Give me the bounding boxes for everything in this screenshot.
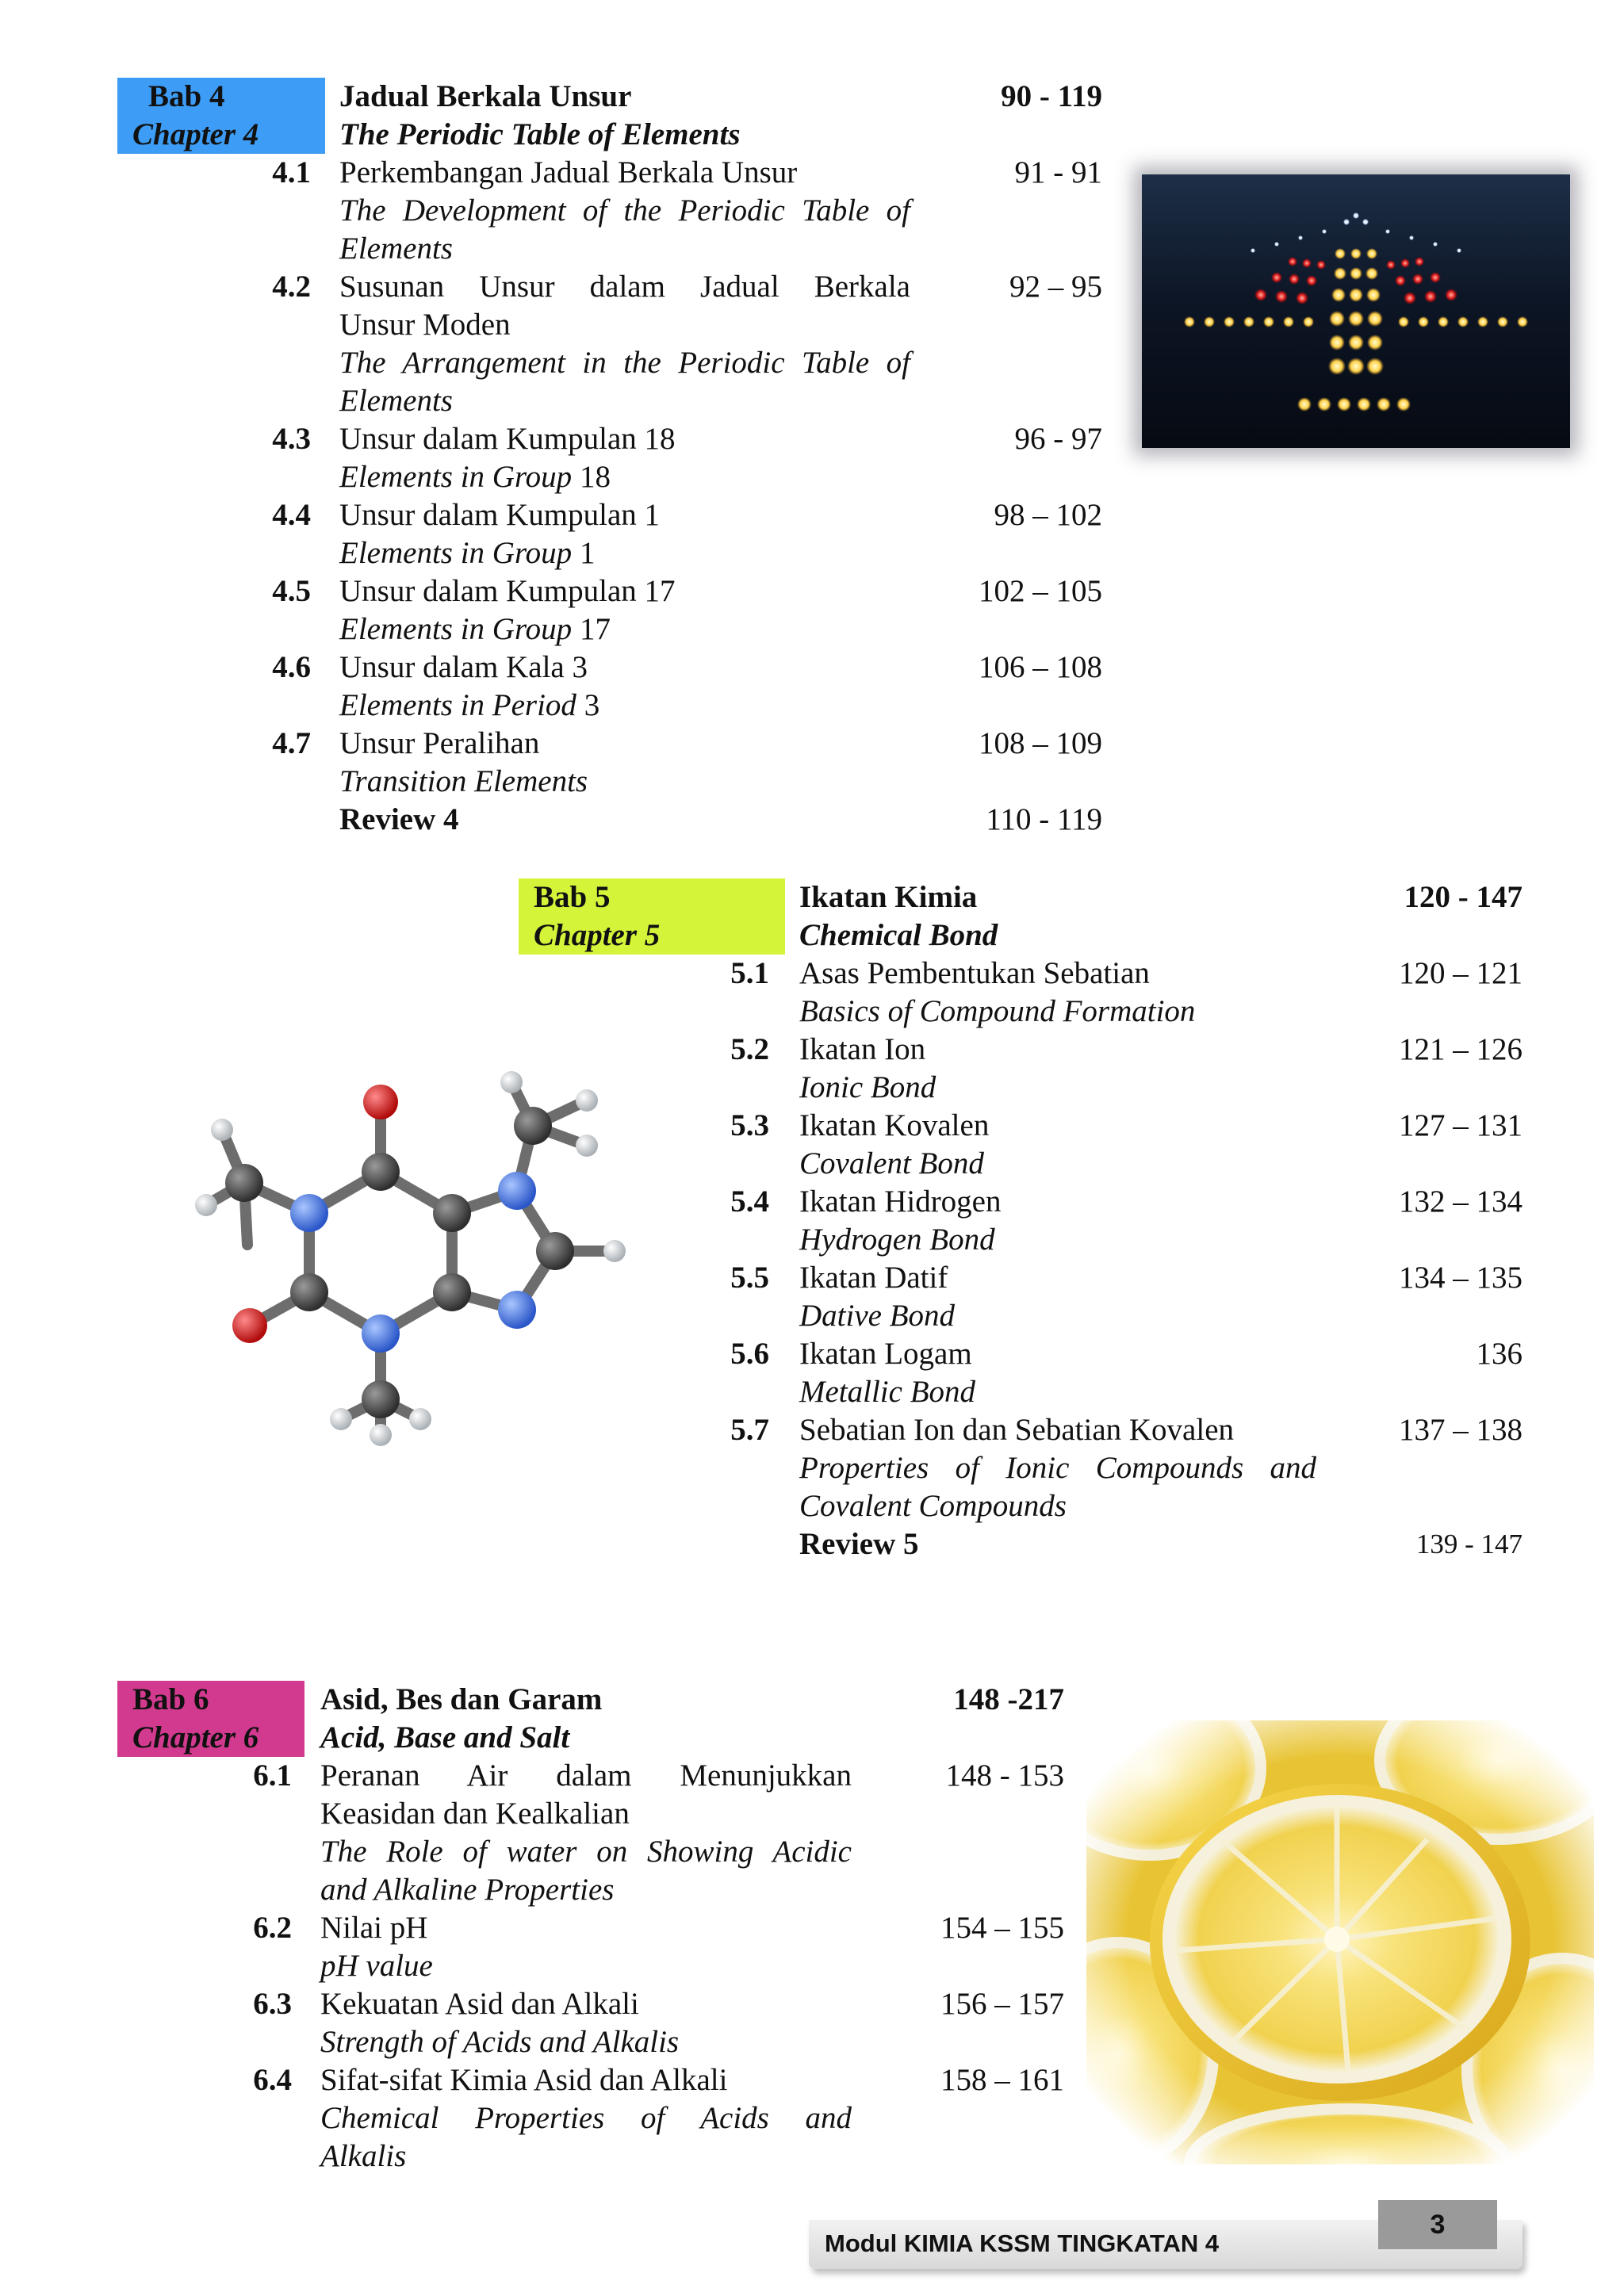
- section-title-ms: Ikatan Ion: [799, 1032, 926, 1066]
- section-title-en: Hydrogen Bond: [799, 1223, 995, 1257]
- review-pages: 110 - 119: [986, 802, 1102, 836]
- chapter5-bab: Bab 5: [534, 880, 611, 914]
- section-title-ms: Ikatan Logam: [799, 1337, 972, 1371]
- section-title-en: Elements in Period 3: [339, 688, 600, 722]
- section-title-en: Elements in Group 1: [339, 536, 596, 570]
- section-number: 4.6: [272, 650, 311, 684]
- section-number: 6.3: [253, 1987, 292, 2021]
- section-number: 4.1: [272, 155, 311, 189]
- section-title-ms: Ikatan Datif: [799, 1261, 948, 1295]
- section-title-en: pH value: [320, 1949, 433, 1983]
- section-pages: 121 – 126: [1399, 1032, 1522, 1066]
- section-title-ms: Nilai pH: [320, 1911, 428, 1945]
- section-title-ms: Sifat-sifat Kimia Asid dan Alkali: [320, 2063, 728, 2097]
- chapter6-chapter: Chapter 6: [132, 1720, 259, 1755]
- chapter5-chapter: Chapter 5: [534, 918, 661, 952]
- runway-lights-icon: [1142, 174, 1570, 448]
- section-pages: 134 – 135: [1399, 1261, 1522, 1295]
- section-number: 5.5: [730, 1261, 769, 1295]
- section-title-en: Properties of Ionic Compounds and: [799, 1451, 1316, 1485]
- section-pages: 127 – 131: [1399, 1108, 1522, 1142]
- section-number: 4.4: [272, 498, 311, 532]
- lemon-icon: [1086, 1720, 1594, 2164]
- section-title-ms: Ikatan Kovalen: [799, 1108, 990, 1142]
- chapter6-title-ms: Asid, Bes dan Garam: [320, 1682, 603, 1716]
- section-pages: 132 – 134: [1399, 1184, 1522, 1219]
- runway-lights-photo: [1142, 174, 1570, 448]
- section-pages: 158 – 161: [940, 2063, 1064, 2097]
- section-pages: 108 – 109: [979, 726, 1102, 760]
- chapter6-title-en: Acid, Base and Salt: [320, 1720, 570, 1755]
- chapter5-title-ms: Ikatan Kimia: [799, 880, 978, 914]
- page-number: 3: [1378, 2200, 1497, 2249]
- section-number: 4.5: [272, 574, 311, 608]
- section-title-en: Alkalis: [320, 2139, 407, 2173]
- section-number: 5.2: [730, 1032, 769, 1066]
- section-title-ms: Peranan Air dalam Menunjukkan: [320, 1758, 852, 1793]
- section-pages: 106 – 108: [979, 650, 1102, 684]
- section-title-en: Metallic Bond: [799, 1375, 976, 1409]
- section-number: 4.2: [272, 270, 311, 304]
- chapter4-title-ms: Jadual Berkala Unsur: [339, 79, 632, 113]
- section-title-ms: Kekuatan Asid dan Alkali: [320, 1987, 639, 2021]
- section-pages: 91 - 91: [1014, 155, 1102, 189]
- section-pages: 102 – 105: [979, 574, 1102, 608]
- section-number: 6.2: [253, 1911, 292, 1945]
- section-title-en: Elements: [339, 384, 453, 418]
- section-pages: 98 – 102: [994, 498, 1102, 532]
- section-number: 5.4: [730, 1184, 769, 1219]
- chapter4-chapter: Chapter 4: [132, 117, 259, 151]
- molecule-icon: [190, 1047, 682, 1459]
- section-title-ms: Unsur dalam Kumpulan 1: [339, 498, 661, 532]
- review-pages: 139 - 147: [1415, 1529, 1522, 1559]
- chapter6-bab: Bab 6: [132, 1682, 209, 1716]
- chapter4-title-en: The Periodic Table of Elements: [339, 117, 741, 151]
- section-title-en: Elements in Group 18: [339, 460, 611, 494]
- section-number: 5.3: [730, 1108, 769, 1142]
- lemon-slices-photo: [1086, 1720, 1594, 2164]
- section-title-ms: Unsur dalam Kala 3: [339, 650, 588, 684]
- section-number: 5.6: [730, 1337, 769, 1371]
- section-title-en: and Alkaline Properties: [320, 1873, 615, 1907]
- section-title-en: Dative Bond: [799, 1299, 956, 1333]
- section-number: 4.7: [272, 726, 311, 760]
- section-title-en: Elements in Group 17: [339, 612, 611, 646]
- section-title-ms: Sebatian Ion dan Sebatian Kovalen: [799, 1413, 1234, 1447]
- section-title-ms: Unsur dalam Kumpulan 18: [339, 422, 676, 456]
- section-number: 6.4: [253, 2063, 292, 2097]
- section-title-ms: Unsur dalam Kumpulan 17: [339, 574, 676, 608]
- footer-title: Modul KIMIA KSSM TINGKATAN 4: [825, 2229, 1220, 2257]
- section-title-ms: Keasidan dan Kealkalian: [320, 1797, 630, 1831]
- section-title-ms: Unsur Moden: [339, 308, 511, 342]
- section-title-en: The Development of the Periodic Table of: [339, 193, 910, 228]
- section-pages: 148 - 153: [945, 1758, 1064, 1793]
- section-title-en: Strength of Acids and Alkalis: [320, 2025, 680, 2059]
- section-pages: 154 – 155: [940, 1911, 1064, 1945]
- review-label: Review 5: [799, 1527, 919, 1561]
- caffeine-molecule-model: [190, 1047, 682, 1459]
- section-title-en: The Role of water on Showing Acidic: [320, 1835, 852, 1869]
- review-label: Review 4: [339, 802, 459, 836]
- section-number: 5.7: [730, 1413, 769, 1447]
- section-title-ms: Asas Pembentukan Sebatian: [799, 956, 1150, 990]
- section-title-en: Covalent Bond: [799, 1146, 984, 1181]
- section-pages: 136: [1476, 1337, 1522, 1371]
- section-title-en: Covalent Compounds: [799, 1489, 1067, 1523]
- section-title-en: The Arrangement in the Periodic Table of: [339, 346, 910, 380]
- chapter6-pages: 148 -217: [953, 1682, 1064, 1716]
- section-title-en: Elements: [339, 232, 453, 266]
- section-title-ms: Perkembangan Jadual Berkala Unsur: [339, 155, 798, 189]
- section-pages: 137 – 138: [1399, 1413, 1522, 1447]
- section-title-en: Transition Elements: [339, 764, 588, 798]
- section-title-en: Chemical Properties of Acids and: [320, 2101, 852, 2135]
- section-pages: 120 – 121: [1399, 956, 1522, 990]
- chapter4-bab: Bab 4: [148, 79, 225, 113]
- section-title-en: Ionic Bond: [799, 1070, 936, 1104]
- section-pages: 92 – 95: [1009, 270, 1102, 304]
- section-title-ms: Susunan Unsur dalam Jadual Berkala: [339, 270, 910, 304]
- section-number: 5.1: [730, 956, 769, 990]
- chapter5-pages: 120 - 147: [1404, 880, 1522, 914]
- section-title-en: Basics of Compound Formation: [799, 994, 1196, 1028]
- section-pages: 96 - 97: [1014, 422, 1102, 456]
- section-pages: 156 – 157: [940, 1987, 1064, 2021]
- section-number: 4.3: [272, 422, 311, 456]
- section-number: 6.1: [253, 1758, 292, 1793]
- section-title-ms: Ikatan Hidrogen: [799, 1184, 1002, 1219]
- chapter5-title-en: Chemical Bond: [799, 918, 998, 952]
- chapter4-pages: 90 - 119: [1001, 79, 1102, 113]
- section-title-ms: Unsur Peralihan: [339, 726, 540, 760]
